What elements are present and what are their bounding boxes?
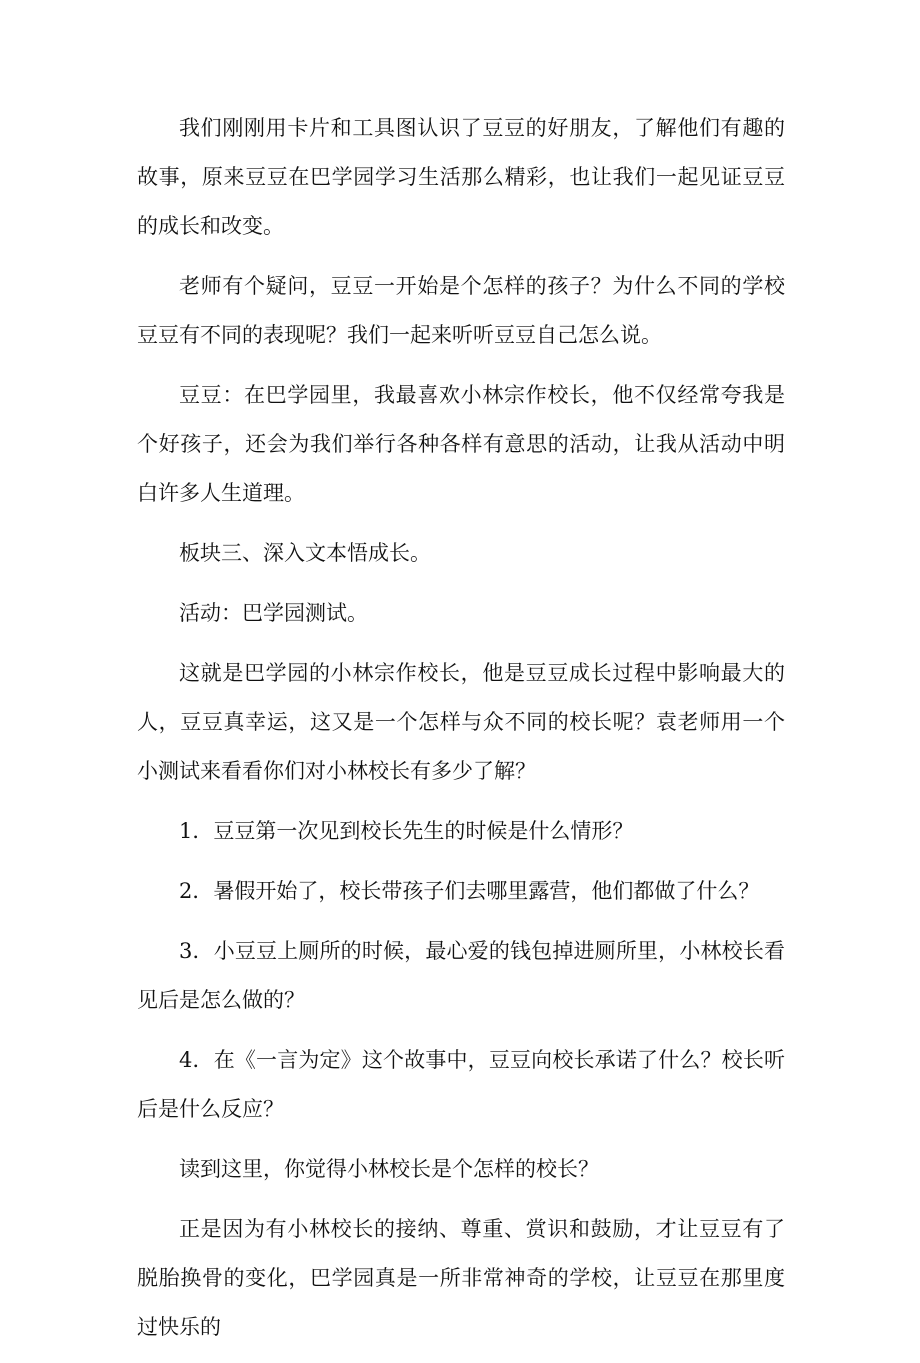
quiz-question-2: 2．暑假开始了，校长带孩子们去哪里露营，他们都做了什么？ (179, 879, 760, 903)
document-body (137, 104, 785, 1363)
quiz-question-4: 4．在《一言为定》这个故事中，豆豆向校长承诺了什么？校长听后是什么反应？ (137, 1048, 785, 1121)
paragraph-doudou-speech: 豆豆：在巴学园里，我最喜欢小林宗作校长，他不仅经常夸我是个好孩子，还会为我们举行各种各样有意思的活动，让我从活动中明白许多人生道理。 (137, 383, 785, 505)
paragraph-reflection-question: 读到这里，你觉得小林校长是个怎样的校长？ (179, 1157, 599, 1181)
activity-heading: 活动：巴学园测试。 (179, 601, 368, 625)
quiz-question-3: 3．小豆豆上厕所的时候，最心爱的钱包掉进厕所里，小林校长看见后是怎么做的？ (137, 939, 785, 1012)
paragraph-principal-intro: 这就是巴学园的小林宗作校长，他是豆豆成长过程中影响最大的人，豆豆真幸运，这又是一个怎样与众不同的校长呢？袁老师用一个小测试来看看你们对小林校长有多少了解？ (137, 661, 785, 783)
paragraph-intro: 我们刚刚用卡片和工具图认识了豆豆的好朋友，了解他们有趣的故事，原来豆豆在巴学园学习生活那么精彩，也让我们一起见证豆豆的成长和改变。 (137, 116, 785, 238)
section-heading-3: 板块三、深入文本悟成长。 (179, 541, 431, 565)
paragraph-teacher-question: 老师有个疑问，豆豆一开始是个怎样的孩子？为什么不同的学校豆豆有不同的表现呢？我们一起来听听豆豆自己怎么说。 (137, 274, 785, 347)
quiz-question-1: 1．豆豆第一次见到校长先生的时候是什么情形？ (179, 819, 634, 843)
paragraph-conclusion: 正是因为有小林校长的接纳、尊重、赏识和鼓励，才让豆豆有了脱胎换骨的变化，巴学园真是一所非常神奇的学校，让豆豆在那里度过快乐的 (137, 1217, 785, 1339)
